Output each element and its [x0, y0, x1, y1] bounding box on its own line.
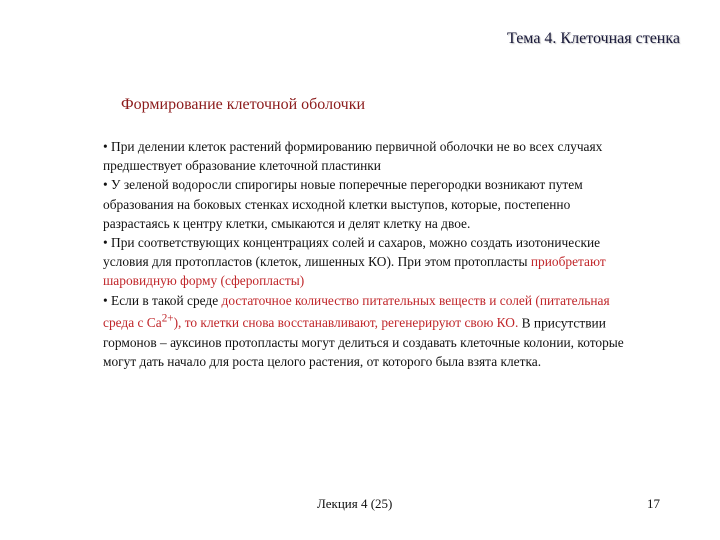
bullet-paragraph-3 — [103, 233, 633, 291]
paragraph-4-highlight-part-2: ), то клетки снова восстанавливают, регенерируют свою КО. — [173, 315, 519, 331]
slide-title: Формирование клеточной оболочки — [121, 96, 366, 113]
paragraph-4-highlight-part-1: достаточное количество питательных веществ и солей (питательная среда с Са — [103, 292, 610, 331]
slide-body — [103, 137, 633, 371]
page-number: 17 — [647, 496, 660, 511]
paragraph-3-highlight: приобретают шаровидную форму (сферопласты) — [103, 254, 606, 289]
lecture-label: Лекция 4 (25) — [317, 496, 393, 511]
bullet-paragraph-4 — [103, 291, 633, 371]
calcium-charge-superscript: 2+ — [161, 312, 174, 325]
topic-header: Тема 4. Клеточная стенка — [507, 30, 680, 47]
paragraph-4-text-end: В присутствии гормонов – ауксинов протопласты могут делиться и создавать клеточные колонии, которые могут дать начало для роста целого растения, от которого была взята клетка. — [103, 315, 624, 369]
bullet-paragraph-2: • У зеленой водоросли спирогиры новые поперечные перегородки возникают путем образования на боковых стенках исходной клетки выступов, которые, постепенно разрастаясь к центру клетки, смыкаются и делят клетку на двое. — [103, 177, 583, 231]
paragraph-4-text-start: • Если в такой среде — [103, 292, 222, 308]
bullet-paragraph-1: • При делении клеток растений формированию первичной оболочки не во всех случаях предшествует образование клеточной пластинки — [103, 139, 603, 174]
paragraph-3-text: • При соответствующих концентрациях солей и сахаров, можно создать изотонические условия для протопластов (клеток, лишенных КО). При этом протопласты — [103, 235, 601, 270]
